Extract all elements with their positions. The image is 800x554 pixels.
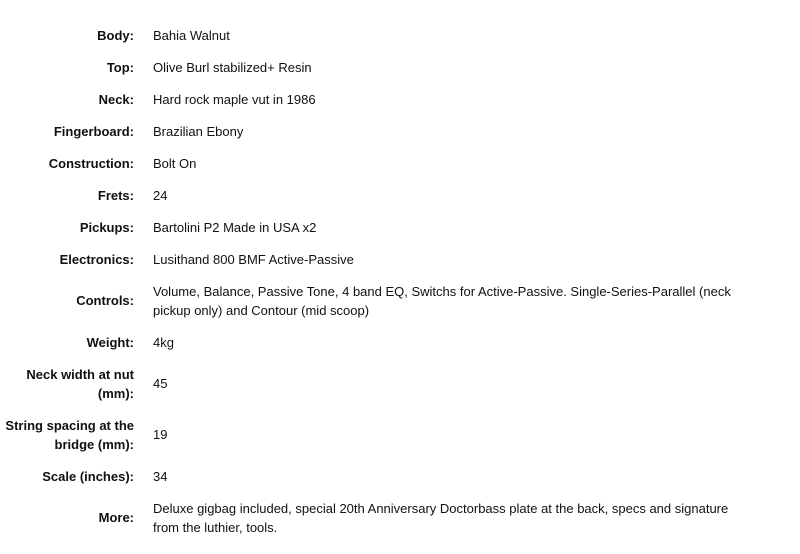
spec-value: Brazilian Ebony — [153, 123, 244, 139]
spec-label: Neck: — [98, 91, 134, 107]
spec-label: Neck width at nut (mm): — [26, 366, 134, 401]
spec-label: More: — [98, 510, 134, 525]
spec-label: Weight: — [86, 334, 134, 350]
spec-value: 34 — [153, 468, 168, 484]
spec-label: Body: — [97, 27, 134, 43]
spec-row-frets — [0, 179, 800, 211]
spec-row-body — [0, 19, 800, 51]
spec-value: 4kg — [153, 334, 174, 350]
spec-row-string-spacing — [0, 409, 800, 460]
spec-row-construction — [0, 147, 800, 179]
spec-row-pickups — [0, 211, 800, 243]
spec-value: Bolt On — [153, 155, 197, 171]
spec-label: String spacing at the bridge (mm): — [5, 417, 134, 452]
spec-value: 24 — [153, 187, 168, 203]
spec-row-electronics — [0, 243, 800, 275]
spec-value: 45 — [153, 376, 168, 391]
spec-row-neck-width — [0, 358, 800, 409]
spec-row-more — [0, 492, 800, 543]
spec-label: Scale (inches): — [42, 468, 134, 484]
spec-label: Construction: — [48, 155, 134, 171]
spec-table — [0, 19, 800, 543]
spec-label: Frets: — [97, 187, 134, 203]
spec-label: Fingerboard: — [53, 123, 134, 139]
spec-row-scale — [0, 460, 800, 492]
spec-row-controls — [0, 275, 800, 326]
spec-value: Volume, Balance, Passive Tone, 4 band EQ, Switchs for Active-Passive. Single-Series-Parallel (neck pickup only) and Contour (mid scoop) — [153, 283, 731, 318]
spec-row-top — [0, 51, 800, 83]
spec-value: Lusithand 800 BMF Active-Passive — [153, 251, 354, 267]
spec-label: Pickups: — [79, 219, 134, 235]
spec-value: Bartolini P2 Made in USA x2 — [153, 219, 317, 235]
spec-value: 19 — [153, 427, 168, 442]
spec-label: Electronics: — [59, 251, 134, 267]
spec-value: Olive Burl stabilized+ Resin — [153, 59, 312, 75]
spec-value: Hard rock maple vut in 1986 — [153, 91, 316, 107]
spec-value: Deluxe gigbag included, special 20th Anniversary Doctorbass plate at the back, specs and signature from the luthier, tools. — [153, 500, 729, 535]
spec-label: Controls: — [76, 293, 134, 308]
spec-row-fingerboard — [0, 115, 800, 147]
spec-label: Top: — [106, 59, 134, 75]
spec-row-weight — [0, 326, 800, 358]
spec-row-neck — [0, 83, 800, 115]
spec-value: Bahia Walnut — [153, 27, 230, 43]
